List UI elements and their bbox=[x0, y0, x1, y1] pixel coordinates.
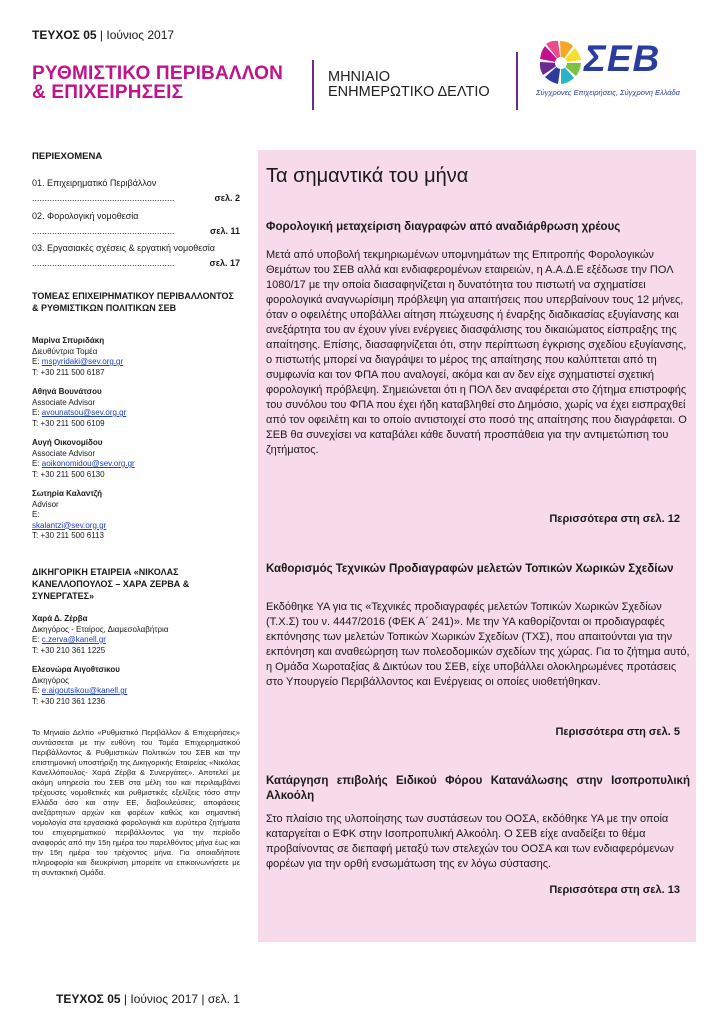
law-firm-contacts bbox=[32, 614, 240, 707]
email-prefix: E: bbox=[32, 357, 40, 366]
contact-role: Διευθύντρια Τομέα bbox=[32, 346, 98, 356]
read-more-link[interactable]: Περισσότερα στη σελ. 12 bbox=[549, 513, 680, 525]
title-line-2: & ΕΠΙΧΕΙΡΗΣΕΙΣ bbox=[32, 82, 184, 103]
highlights-title: Τα σημαντικά του μήνα bbox=[266, 165, 469, 187]
article-headline: Φορολογική μεταχείριση διαγραφών από αναδιάρθρωση χρέους bbox=[266, 221, 621, 233]
toc-item[interactable] bbox=[32, 211, 240, 237]
logo-text: ΣΕΒ bbox=[584, 38, 661, 79]
read-more-link[interactable]: Περισσότερα στη σελ. 5 bbox=[555, 726, 680, 738]
contact-email[interactable]: aoikonomidou@sev.org.gr bbox=[41, 459, 135, 468]
sev-logo-icon bbox=[536, 38, 586, 88]
toc-item-page: σελ. 17 bbox=[209, 258, 240, 268]
email-prefix: E: bbox=[32, 635, 40, 644]
contact-card bbox=[32, 665, 240, 707]
sev-logo bbox=[534, 38, 694, 104]
toc-item-label: 03. Εργασιακές σχέσεις & εργατική νομοθεσία bbox=[32, 243, 216, 253]
law-firm-title: ΔΙΚΗΓΟΡΙΚΗ ΕΤΑΙΡΕΙΑ «ΝΙΚΟΛΑΣ ΚΑΝΕΛΛΟΠΟΥΛΟΣ – ΧΑΡΑ ΖΕΡΒΑ & ΣΥΝΕΡΓΑΤΕΣ» bbox=[32, 567, 190, 601]
header-divider bbox=[312, 60, 314, 110]
contact-name: Αθηνά Βουνάτσου bbox=[32, 387, 102, 396]
contact-name: Χαρά Δ. Ζέρβα bbox=[32, 614, 88, 623]
article-body: Στο πλαίσιο της υλοποίησης των συστάσεων του ΟΟΣΑ, εκδόθηκε ΥΑ με την οποία καταργείται ο ΕΦΚ στην Ισοπροπυλική Αλκοόλη. Ο ΣΕΒ είχε αναδείξει το θέμα προβαίνοντας σε διεπαφή μεταξύ των στελεχών του ΟΟΣΑ και των ενδιαφερόμενων φορέων για την ορθή ενσωμάτωση της εν λόγω σύστασης. bbox=[266, 813, 674, 870]
contact-phone: T: +30 211 500 6130 bbox=[32, 469, 105, 479]
contact-email-row bbox=[32, 510, 240, 521]
contact-card bbox=[32, 438, 240, 480]
toc-list bbox=[32, 178, 240, 269]
contact-name: Αυγή Οικονομίδου bbox=[32, 438, 103, 447]
footer-rest: | Ιούνιος 2017 | σελ. 1 bbox=[123, 992, 240, 1006]
contact-name: Ελεονώρα Αιγοθτσικου bbox=[32, 665, 120, 674]
title-line-1: ΡΥΘΜΙΣΤΙΚΟ ΠΕΡΙΒΑΛΛΟΝ bbox=[32, 63, 284, 84]
contact-email[interactable]: avounatsou@sev.org.gr bbox=[41, 408, 127, 417]
newsletter-subtitle bbox=[328, 70, 490, 100]
issue-header bbox=[32, 28, 174, 42]
toc-leader: ......................................................... bbox=[32, 193, 175, 203]
logo-divider bbox=[516, 52, 518, 110]
email-prefix: E: bbox=[32, 686, 40, 695]
contact-name: Μαρίνα Σπυριδάκη bbox=[32, 336, 105, 345]
contact-email[interactable]: c.zerva@kanell.gr bbox=[41, 635, 106, 644]
contact-phone: T: +30 210 361 1236 bbox=[32, 696, 106, 706]
contact-name: Σωτηρία Καλαντζή bbox=[32, 489, 103, 498]
contact-phone: T: +30 211 500 6109 bbox=[32, 418, 105, 428]
contact-phone: T: +30 211 500 6113 bbox=[32, 531, 104, 540]
article-body: Εκδόθηκε ΥΑ για τις «Τεχνικές προδιαγραφές μελετών Τοπικών Χωρικών Σχεδίων (Τ.Χ.Σ) του ν. 4447/2016 (ΦΕΚ Α΄ 241)». Με την ΥΑ καθορίζονται οι προδιαγραφές εκπόνησης των μελετών Τοπικών Χωρικών Σχεδίων (ΤΧΣ), που απαιτούνται για την εκπόνηση και αναθεώρηση των πολεοδομικών σχεδίων της χώρας. Για το ζήτημα αυτό, η Ομάδα Χωροταξίας & Δικτύων του ΣΕΒ, είχε υποβάλλει ολοκληρωμένες προτάσεις στο Υπουργείο Περιβάλλοντος και Ενέργειας οι οποίες υιοθετήθηκαν. bbox=[266, 601, 690, 688]
toc-item[interactable] bbox=[32, 243, 240, 269]
contact-card bbox=[32, 387, 240, 429]
email-prefix: E: bbox=[32, 510, 40, 519]
subtitle-line-1: ΜΗΝΙΑΙΟ bbox=[328, 69, 391, 85]
toc-item-page: σελ. 11 bbox=[210, 225, 240, 236]
issue-date: | Ιούνιος 2017 bbox=[99, 28, 175, 42]
email-prefix: E: bbox=[32, 459, 40, 468]
newsletter-title bbox=[32, 64, 283, 102]
read-more-link[interactable]: Περισσότερα στη σελ. 13 bbox=[549, 884, 680, 896]
sector-contacts bbox=[32, 336, 240, 542]
contact-email[interactable]: skalantzi@sev.org.gr bbox=[32, 520, 107, 530]
footer-issue-label: ΤΕΥΧΟΣ 05 bbox=[56, 992, 121, 1006]
legal-disclaimer: Το Μηνιαίο Δελτίο «Ρυθμιστικό Περιβάλλον & Επιχειρήσεις» συντάσσεται με την ευθύνη του Τομέα Επιχειρηματικού Περιβάλλοντος & Ρυθμιστικών Πολιτικών του ΣΕΒ και την επιστημονική υποστήριξη της Δικηγορικής Εταιρείας «Νικόλας Κανελλόπουλος- Χαρά Ζέρβα & Συνεργάτες». Αποτελεί με ακόμη υπηρεσία του ΣΕΒ στα μέλη του και περιλαμβάνει τρέχουσες νομοθετικές και ρυθμιστικές εξελίξεις τόσο στην Ελλάδα όσο και στην ΕΕ, διαβουλεύσεις, αποφάσεις ανεξάρτητων αρχών και φορέων καθώς και σημαντική νομολογία στα εργασιακά φορολογικά και ευρύτερα ζητήματα του επιχειρηματικού περιβάλλοντος για την περίοδο αναφοράς από την 15η ημέρα του παρελθόντος μήνα έως και την 15η ημέρα του τρέχοντος μήνα. Για οποιαδήποτε πληροφορία και διευκρίνιση μπορείτε να επικοινωνήσετε με τη συντακτική Ομάδα. bbox=[32, 728, 240, 877]
contact-email[interactable]: e.aigoutsikou@kanell.gr bbox=[41, 686, 128, 695]
contact-card bbox=[32, 489, 240, 542]
article-headline: Καθορισμός Τεχνικών Προδιαγραφών μελετών Τοπικών Χωρικών Σχεδίων bbox=[266, 563, 674, 575]
contact-card bbox=[32, 614, 240, 656]
contact-role: Δικηγόρος - Εταίρος, Διαμεσολαβήτρια bbox=[32, 624, 169, 634]
toc-leader: ......................................................... bbox=[32, 258, 175, 268]
toc-leader: ......................................................... bbox=[32, 225, 175, 236]
contact-role: Associate Advisor bbox=[32, 448, 96, 458]
sector-title: ΤΟΜΕΑΣ ΕΠΙΧΕΙΡΗΜΑΤΙΚΟΥ ΠΕΡΙΒΑΛΛΟΝΤΟΣ & ΡΥΘΜΙΣΤΙΚΩΝ ΠΟΛΙΤΙΚΩΝ ΣΕΒ bbox=[32, 291, 234, 313]
contact-email[interactable]: mspyridaki@sev.org.gr bbox=[41, 357, 124, 366]
page-footer bbox=[56, 992, 240, 1006]
toc-item-label: 01. Επιχειρηματικό Περιβάλλον bbox=[32, 178, 157, 188]
subtitle-line-2: ΕΝΗΜΕΡΩΤΙΚΟ ΔΕΛΤΙΟ bbox=[328, 84, 490, 100]
article-headline: Κατάργηση επιβολής Ειδικού Φόρου Κατανάλωσης στην Ισοπροπυλική Αλκοόλη bbox=[266, 775, 690, 802]
article-body: Μετά από υποβολή τεκμηριωμένων υπομνημάτων της Επιτροπής Φορολογικών Θεμάτων του ΣΕΒ αλλά και ενδιαφερομένων εταιρειών, η Α.Α.Δ.Ε εξέδωσε την ΠΟΛ 1080/17 με την οποία διασαφηνίζεται η δυνατότητα του πιστωτή να σχηματίσει φορολογικά αναγνωρίσιμη πρόβλεψη για απαιτήσεις που υπερβαίνουν τους 12 μήνες, όταν ο οφειλέτης υποβάλλει αίτηση πτώχευσης ή έναρξης διαδικασίας εξυγίανσης και ανεξάρτητα του αν έχουν γίνει ενέργειες διασφάλισης του δικαιώματος είσπραξης της απαίτησης. Επίσης, διασαφηνίζεται ότι, στην περίπτωση έγκρισης σχεδίου εξυγίανσης, ο πιστωτής μπορεί να διαγράψει το μέρος της απαίτησης που καλύπτεται από τη συμφωνία και τον ΦΠΑ που αναλογεί, ακόμα και αν δεν είχε σχηματιστεί σχετική φορολογική πρόβλεψη. Σημειώνεται ότι η ΠΟΛ δεν αναφέρεται στο ζήτημα επιστροφής του συνόλου του ΦΠΑ που έχει ήδη καταβληθεί στο Δημόσιο, χωρίς να έχει εισπραχθεί από τον οφειλέτη και το οποίο αντιστοιχεί στο ποσό της απαίτησης που διαγράφεται. Ο ΣΕΒ θα συνεχίσει να καταβάλει κάθε δυνατή προσπάθεια για την αντιμετώπιση του ζητήματος. bbox=[266, 249, 687, 456]
contact-role: Associate Advisor bbox=[32, 397, 96, 407]
toc-item[interactable] bbox=[32, 178, 240, 204]
logo-tagline: Σύγχρονες Επιχειρήσεις, Σύγχρονη Ελλάδα bbox=[536, 88, 680, 97]
contact-phone: T: +30 210 361 1225 bbox=[32, 645, 106, 655]
issue-label: ΤΕΥΧΟΣ 05 bbox=[32, 28, 97, 42]
toc-title: ΠΕΡΙΕΧΟΜΕΝΑ bbox=[32, 151, 103, 162]
contact-role: Δικηγόρος bbox=[32, 675, 69, 685]
email-prefix: E: bbox=[32, 408, 40, 417]
contact-card bbox=[32, 336, 240, 378]
toc-item-page: σελ. 2 bbox=[214, 193, 240, 203]
toc-item-label: 02. Φορολογική νομοθεσία bbox=[32, 210, 139, 221]
contact-role: Advisor bbox=[32, 499, 59, 509]
contact-phone: T: +30 211 500 6187 bbox=[32, 367, 105, 377]
